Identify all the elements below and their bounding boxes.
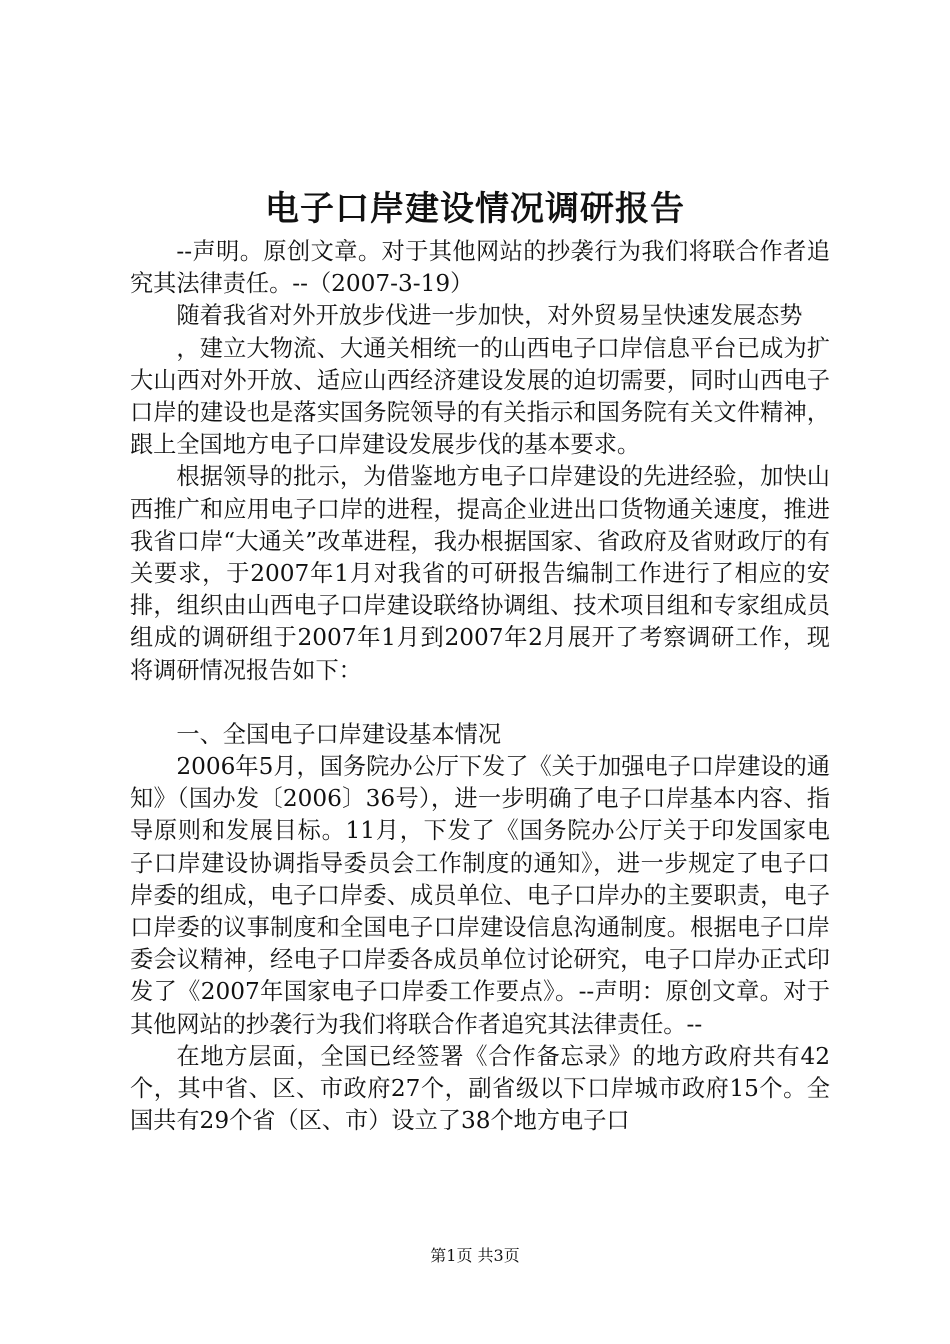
national-status-paragraph: 2006年5月，国务院办公厅下发了《关于加强电子口岸建设的通知》（国办发〔2006〕36号），进一步明确了电子口岸基本内容、指导原则和发展目标。11月，下发了《国务院办公厅关于印发国家电子口岸建设协调指导委员会工作制度的通知》，进一步规定了电子口岸委的组成，电子口岸委、成员单位、电子口岸办的主要职责，电子口岸委的议事制度和全国电子口岸建设信息沟通制度。根据电子口岸委会议精神，经电子口岸委各成员单位讨论研究，电子口岸办正式印发了《2007年国家电子口岸委工作要点》。--声明：原创文章。对于其他网站的抄袭行为我们将联合作者追究其法律责任。-- (130, 753, 830, 1038)
section-heading: 一、全国电子口岸建设基本情况 (176, 720, 502, 748)
local-status-paragraph: 在地方层面，全国已经签署《合作备忘录》的地方政府共有42个，其中省、区、市政府27个，副省级以下口岸城市政府15个。全国共有29个省（区、市）设立了38个地方电子口 (130, 1042, 830, 1135)
document-title: 电子口岸建设情况调研报告 (265, 189, 685, 229)
copyright-notice-paragraph: --声明。原创文章。对于其他网站的抄袭行为我们将联合作者追究其法律责任。--（2007-3-19） (130, 238, 830, 298)
research-paragraph: 根据领导的批示，为借鉴地方电子口岸建设的先进经验，加快山西推广和应用电子口岸的进程，提高企业进出口货物通关速度，推进我省口岸“大通关”改革进程，我办根据国家、省政府及省财政厅的有关要求，于2007年1月对我省的可研报告编制工作进行了相应的安排，组织由山西电子口岸建设联络协调组、技术项目组和专家组成员组成的调研组于2007年1月到2007年2月展开了考察调研工作，现将调研情况报告如下： (130, 463, 830, 684)
page-number-footer: 第1页 共3页 (430, 1246, 520, 1265)
intro-paragraph: 随着我省对外开放步伐进一步加快，对外贸易呈快速发展态势 (176, 302, 803, 330)
platform-paragraph: ，建立大物流、大通关相统一的山西电子口岸信息平台已成为扩大山西对外开放、适应山西经济建设发展的迫切需要，同时山西电子口岸的建设也是落实国务院领导的有关指示和国务院有关文件精神，跟上全国地方电子口岸建设发展步伐的基本要求。 (130, 334, 830, 459)
document-body (130, 236, 830, 1137)
